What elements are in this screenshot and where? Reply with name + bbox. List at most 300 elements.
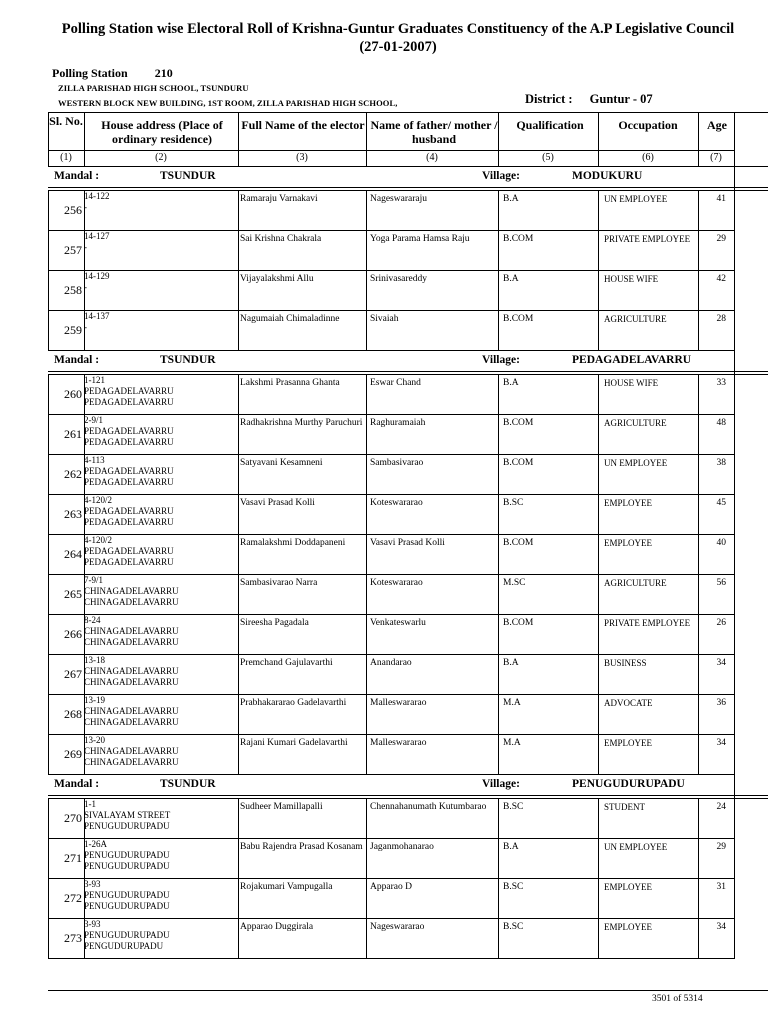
column-number: (6) [642, 152, 654, 163]
village-label: Village: [482, 354, 520, 366]
age: 56 [716, 578, 726, 588]
house-address-line: PENGUDURUPADU [84, 941, 164, 951]
elector-row [48, 311, 768, 351]
column-rule [48, 879, 49, 919]
column-rule [366, 191, 367, 231]
house-address [84, 415, 234, 448]
column-rule [698, 615, 699, 655]
row-rule [48, 918, 734, 919]
section-rule [48, 374, 768, 375]
column-rule [498, 375, 499, 415]
column-rule [698, 695, 699, 735]
serial-number: 269 [64, 747, 82, 761]
elector-row [48, 655, 768, 695]
qualification: B.A [503, 658, 519, 668]
relation-name: Nageswararao [370, 922, 425, 932]
column-rule [84, 575, 85, 615]
column-rule [238, 311, 239, 351]
column-rule [698, 575, 699, 615]
relation-name: Sambasivarao [370, 458, 424, 468]
column-rule [84, 311, 85, 351]
house-address-line: 13-19 [84, 695, 105, 705]
age: 29 [716, 842, 726, 852]
mandal-village-bar [48, 351, 768, 371]
column-rule [84, 839, 85, 879]
column-rule [48, 575, 49, 615]
row-rule [48, 350, 734, 351]
age: 42 [716, 274, 726, 284]
column-rule [598, 655, 599, 695]
column-rule [366, 655, 367, 695]
house-address-line: CHINAGADELAVARRU [84, 586, 179, 596]
occupation: UN EMPLOYEE [604, 842, 668, 852]
column-rule [734, 112, 735, 166]
occupation: STUDENT [604, 802, 645, 812]
house-address [84, 535, 234, 568]
column-rule [48, 655, 49, 695]
serial-number: 271 [64, 851, 82, 865]
column-rule [48, 415, 49, 455]
serial-number: 268 [64, 707, 82, 721]
village-label: Village: [482, 778, 520, 790]
row-rule [48, 614, 734, 615]
column-rule [84, 271, 85, 311]
occupation: EMPLOYEE [604, 738, 652, 748]
column-rule [598, 455, 599, 495]
qualification: M.A [503, 738, 521, 748]
column-rule [238, 879, 239, 919]
serial-number: 272 [64, 891, 82, 905]
serial-number: 270 [64, 811, 82, 825]
occupation: ADVOCATE [604, 698, 653, 708]
age: 33 [716, 378, 726, 388]
column-rule [698, 799, 699, 839]
house-address-line: PEDAGADELAVARRU [84, 397, 174, 407]
section-rule [48, 190, 768, 191]
column-rule [238, 375, 239, 415]
house-address-line: PEDAGADELAVARRU [84, 517, 174, 527]
column-number: (1) [60, 152, 72, 163]
column-rule [84, 735, 85, 775]
relation-name: Nageswararaju [370, 194, 427, 204]
row-rule [48, 574, 734, 575]
column-rule [366, 271, 367, 311]
elector-row [48, 695, 768, 735]
column-rule [698, 919, 699, 959]
column-rule [238, 415, 239, 455]
occupation: PRIVATE EMPLOYEE [604, 234, 691, 244]
serial-number: 258 [64, 283, 82, 297]
column-rule [598, 271, 599, 311]
house-address [84, 575, 234, 608]
occupation: PRIVATE EMPLOYEE [604, 618, 691, 628]
occupation: UN EMPLOYEE [604, 194, 668, 204]
column-rule [498, 919, 499, 959]
row-rule [48, 310, 734, 311]
house-address-line: 1-1 [84, 799, 96, 809]
elector-name: Nagumaiah Chimaladinne [240, 314, 340, 324]
column-rule [498, 615, 499, 655]
occupation: AGRICULTURE [604, 418, 667, 428]
header-occupation: Occupation [618, 118, 678, 132]
district-value: Guntur - 07 [589, 92, 653, 106]
header-qualification: Qualification [516, 118, 584, 132]
serial-number: 273 [64, 931, 82, 945]
house-address-line: CHINAGADELAVARRU [84, 757, 179, 767]
qualification: M.SC [503, 578, 526, 588]
column-rule [238, 655, 239, 695]
column-rule [598, 799, 599, 839]
house-address-line: 13-18 [84, 655, 105, 665]
house-address-line: PENUGUDURUPADU [84, 901, 170, 911]
relation-name: Koteswararao [370, 498, 423, 508]
serial-number: 261 [64, 427, 82, 441]
age: 34 [716, 738, 726, 748]
elector-row [48, 271, 768, 311]
row-rule [48, 694, 734, 695]
relation-name: Sivaiah [370, 314, 399, 324]
column-rule [734, 166, 735, 959]
village-value: MODUKURU [572, 170, 643, 182]
column-rule [498, 575, 499, 615]
column-rule [84, 495, 85, 535]
page-bottom-rule [48, 990, 768, 991]
age: 48 [716, 418, 726, 428]
house-address-line: PEDAGADELAVARRU [84, 466, 174, 476]
header-name: Full Name of the elector [241, 118, 365, 132]
table-top-rule [48, 112, 768, 113]
house-address-line: - [84, 282, 87, 292]
age: 36 [716, 698, 726, 708]
elector-row [48, 191, 768, 231]
house-address [84, 839, 234, 872]
house-address-line: 4-120/2 [84, 495, 112, 505]
column-rule [598, 191, 599, 231]
elector-row [48, 455, 768, 495]
relation-name: Jaganmohanarao [370, 842, 434, 852]
house-address-line: CHINAGADELAVARRU [84, 626, 179, 636]
column-rule [698, 655, 699, 695]
house-address [84, 231, 234, 253]
elector-name: Radhakrishna Murthy Paruchuri [240, 418, 363, 428]
header-father: Name of father/ mother / husband [370, 118, 498, 146]
house-address [84, 799, 234, 832]
serial-number: 262 [64, 467, 82, 481]
serial-number: 264 [64, 547, 82, 561]
house-address-line: 3-93 [84, 879, 101, 889]
column-rule [598, 535, 599, 575]
age: 45 [716, 498, 726, 508]
column-rule [238, 231, 239, 271]
qualification: M.A [503, 698, 521, 708]
village-value: PENUGUDURUPADU [572, 778, 685, 790]
mandal-value: TSUNDUR [160, 354, 216, 366]
relation-name: Apparao D [370, 882, 412, 892]
column-rule [498, 655, 499, 695]
column-rule [238, 919, 239, 959]
relation-name: Malleswararao [370, 738, 427, 748]
column-rule [366, 615, 367, 655]
house-address-line: 4-113 [84, 455, 105, 465]
column-rule [84, 191, 85, 231]
column-rule [498, 735, 499, 775]
relation-name: Raghuramaiah [370, 418, 426, 428]
house-address-line: 14-137 [84, 311, 110, 321]
qualification: B.COM [503, 314, 534, 324]
column-rule [598, 919, 599, 959]
column-rule [598, 695, 599, 735]
column-rule [598, 735, 599, 775]
elector-name: Ramalakshmi Doddapaneni [240, 538, 346, 548]
row-rule [48, 534, 734, 535]
column-rule [366, 455, 367, 495]
house-address-line: 14-127 [84, 231, 110, 241]
mandal-label: Mandal : [54, 778, 100, 790]
column-rule [598, 311, 599, 351]
house-address-line: PENUGUDURUPADU [84, 850, 170, 860]
address-line-1: ZILLA PARISHAD HIGH SCHOOL, TSUNDURU [58, 83, 249, 93]
polling-station-number: 210 [154, 66, 173, 80]
house-address-line: 1-26A [84, 839, 107, 849]
column-rule [598, 231, 599, 271]
elector-name: Vijayalakshmi Allu [240, 274, 314, 284]
house-address-line: PEDAGADELAVARRU [84, 557, 174, 567]
column-rule [698, 231, 699, 271]
elector-row [48, 535, 768, 575]
column-rule [598, 415, 599, 455]
house-address-line: PEDAGADELAVARRU [84, 477, 174, 487]
column-rule [238, 799, 239, 839]
house-address-line: 2-9/1 [84, 415, 103, 425]
column-rule [698, 455, 699, 495]
qualification: B.SC [503, 802, 524, 812]
column-rule [48, 271, 49, 311]
house-address [84, 735, 234, 768]
elector-row [48, 735, 768, 775]
column-number: (2) [155, 152, 167, 163]
house-address-line: CHINAGADELAVARRU [84, 677, 179, 687]
house-address-line: SIVALAYAM STREET [84, 810, 171, 820]
qualification: B.SC [503, 922, 524, 932]
column-rule [238, 191, 239, 231]
house-address-line: PEDAGADELAVARRU [84, 546, 174, 556]
column-rule [498, 112, 499, 166]
section-rule [48, 371, 768, 372]
house-address [84, 311, 234, 333]
column-rule [598, 575, 599, 615]
qualification: B.A [503, 194, 519, 204]
column-rule [84, 455, 85, 495]
elector-name: Rojakumari Vampugalla [240, 882, 333, 892]
house-address [84, 191, 234, 213]
column-rule [598, 495, 599, 535]
house-address-line: - [84, 322, 87, 332]
column-rule [48, 191, 49, 231]
district-line [525, 92, 653, 107]
row-rule [48, 838, 734, 839]
elector-name: Satyavani Kesamneni [240, 458, 323, 468]
column-rule [84, 799, 85, 839]
house-address [84, 655, 234, 688]
house-address-line: PEDAGADELAVARRU [84, 506, 174, 516]
column-rule [698, 311, 699, 351]
elector-row [48, 575, 768, 615]
serial-number: 259 [64, 323, 82, 337]
elector-row [48, 495, 768, 535]
column-rule [698, 415, 699, 455]
column-number: (5) [542, 152, 554, 163]
column-rule [366, 311, 367, 351]
relation-name: Venkateswarlu [370, 618, 426, 628]
occupation: EMPLOYEE [604, 538, 652, 548]
elector-row [48, 799, 768, 839]
occupation: EMPLOYEE [604, 922, 652, 932]
column-rule [598, 839, 599, 879]
relation-name: Chennahanumath Kutumbarao [370, 802, 487, 812]
column-rule [48, 495, 49, 535]
serial-number: 265 [64, 587, 82, 601]
column-rule [238, 575, 239, 615]
mandal-value: TSUNDUR [160, 170, 216, 182]
column-rule [698, 879, 699, 919]
column-rule [698, 495, 699, 535]
elector-name: Prabhakararao Gadelavarthi [240, 698, 347, 708]
house-address-line: 8-24 [84, 615, 101, 625]
age: 40 [716, 538, 726, 548]
column-rule [366, 919, 367, 959]
occupation: HOUSE WIFE [604, 378, 659, 388]
house-address [84, 455, 234, 488]
column-rule [238, 735, 239, 775]
house-address-line: 1-121 [84, 375, 105, 385]
row-rule [48, 774, 734, 775]
column-number: (3) [296, 152, 308, 163]
column-rule [48, 735, 49, 775]
age: 24 [716, 802, 726, 812]
house-address-line: CHINAGADELAVARRU [84, 597, 179, 607]
house-address-line: 13-20 [84, 735, 105, 745]
polling-station-label: Polling Station [52, 66, 128, 80]
column-rule [366, 112, 367, 166]
house-address [84, 919, 234, 952]
house-address-line: CHINAGADELAVARRU [84, 666, 179, 676]
row-rule [48, 270, 734, 271]
column-rule [366, 495, 367, 535]
age: 34 [716, 658, 726, 668]
column-rule [366, 799, 367, 839]
column-rule [84, 535, 85, 575]
column-rule [48, 615, 49, 655]
village-value: PEDAGADELAVARRU [572, 354, 692, 366]
row-rule [48, 958, 734, 959]
elector-name: Apparao Duggirala [240, 922, 314, 932]
house-address-line: 7-9/1 [84, 575, 103, 585]
column-rule [48, 112, 49, 166]
village-label: Village: [482, 170, 520, 182]
column-rule [48, 455, 49, 495]
relation-name: Yoga Parama Hamsa Raju [370, 234, 470, 244]
house-address [84, 615, 234, 648]
qualification: B.COM [503, 234, 534, 244]
relation-name: Koteswararao [370, 578, 423, 588]
row-rule [48, 494, 734, 495]
qualification: B.SC [503, 882, 524, 892]
house-address-line: PEDAGADELAVARRU [84, 426, 174, 436]
mandal-value: TSUNDUR [160, 778, 216, 790]
qualification: B.SC [503, 498, 524, 508]
page-title: Polling Station wise Electoral Roll of Krishna-Guntur Graduates Constituency of the A.P Legislative Council (27-01-2007) [61, 21, 735, 55]
age: 38 [716, 458, 726, 468]
column-rule [48, 799, 49, 839]
qualification: B.A [503, 842, 519, 852]
column-rule [48, 839, 49, 879]
house-address-line: PENUGUDURUPADU [84, 861, 170, 871]
column-rule [698, 375, 699, 415]
column-rule [598, 615, 599, 655]
elector-row [48, 231, 768, 271]
house-address-line: PENUGUDURUPADU [84, 821, 170, 831]
elector-row [48, 919, 768, 959]
elector-name: Ramaraju Varnakavi [240, 194, 318, 204]
column-rule [366, 415, 367, 455]
header-age: Age [707, 118, 727, 132]
relation-name: Malleswararao [370, 698, 427, 708]
mandal-village-bar [48, 167, 768, 187]
column-rule [498, 271, 499, 311]
column-rule [84, 655, 85, 695]
column-rule [48, 535, 49, 575]
column-rule [366, 735, 367, 775]
elector-row [48, 415, 768, 455]
serial-number: 260 [64, 387, 82, 401]
column-rule [366, 879, 367, 919]
elector-name: Premchand Gajulavarthi [240, 658, 333, 668]
column-rule [238, 615, 239, 655]
house-address [84, 375, 234, 408]
column-rule [84, 615, 85, 655]
house-address-line: 4-120/2 [84, 535, 112, 545]
colnum-rule [48, 166, 768, 167]
column-rule [698, 271, 699, 311]
elector-row [48, 839, 768, 879]
qualification: B.A [503, 378, 519, 388]
header-rule [48, 150, 734, 151]
column-rule [238, 271, 239, 311]
qualification: B.COM [503, 618, 534, 628]
qualification: B.COM [503, 538, 534, 548]
column-rule [366, 535, 367, 575]
elector-name: Vasavi Prasad Kolli [240, 498, 315, 508]
polling-station-line [52, 66, 173, 81]
qualification: B.COM [503, 458, 534, 468]
qualification: B.COM [503, 418, 534, 428]
relation-name: Eswar Chand [370, 378, 421, 388]
column-rule [498, 495, 499, 535]
column-rule [698, 535, 699, 575]
header-sl: Sl. No. [49, 114, 83, 128]
column-rule [498, 535, 499, 575]
column-rule [698, 191, 699, 231]
occupation: HOUSE WIFE [604, 274, 659, 284]
house-address-line: 14-122 [84, 191, 110, 201]
row-rule [48, 878, 734, 879]
column-rule [84, 695, 85, 735]
occupation: UN EMPLOYEE [604, 458, 668, 468]
occupation: EMPLOYEE [604, 498, 652, 508]
elector-name: Sambasivarao Narra [240, 578, 318, 588]
row-rule [48, 734, 734, 735]
column-rule [598, 879, 599, 919]
